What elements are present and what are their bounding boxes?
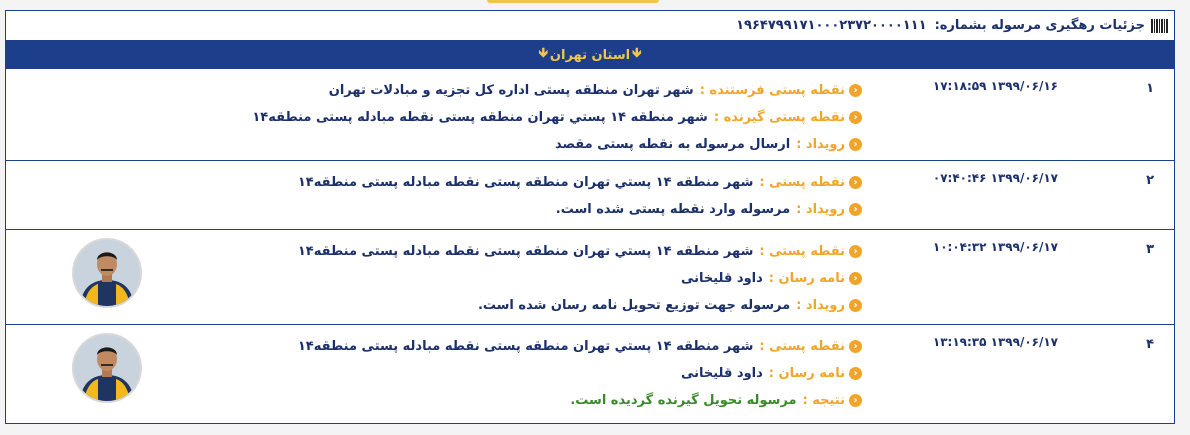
event-line-value: مرسوله وارد نقطه پستی شده است.	[555, 202, 791, 217]
event-line-value: شهر منطقه ۱۴ پستي تهران منطقه پستی نقطه مبادله پستی منطقه۱۴	[297, 244, 754, 259]
event-line-value: شهر تهران منطقه پستی اداره کل تجزیه و مبادلات تهران	[328, 83, 694, 98]
arrow-left-circle-icon: ‹	[849, 203, 862, 216]
event-index: ۳	[1146, 242, 1154, 257]
arrow-left-circle-icon: ‹	[849, 111, 862, 124]
tracking-header	[6, 11, 1174, 41]
event-line-value: شهر منطقه ۱۴ پستي تهران منطقه پستی نقطه مبادله پستی منطقه۱۴	[297, 175, 754, 190]
event-line	[298, 360, 862, 387]
event-result-value: مرسوله تحویل گیرنده گردیده است.	[570, 393, 797, 408]
arrow-left-circle-icon: ‹	[849, 84, 862, 97]
postman-photo	[74, 335, 140, 401]
arrow-left-circle-icon: ‹	[849, 367, 862, 380]
event-line	[252, 104, 862, 131]
event-row	[6, 161, 1174, 230]
top-tab-strip	[487, 0, 659, 3]
postman-avatar	[72, 238, 142, 308]
event-line-value: داود قلیخانی	[680, 271, 763, 286]
event-datetime: ۱۳۹۹/۰۶/۱۷ ۰۷:۴۰:۴۶	[932, 171, 1058, 185]
event-line-value: شهر منطقه ۱۴ پستي تهران منطقه پستی نقطه مبادله پستی منطقه۱۴	[297, 339, 754, 354]
event-line-label: رویداد :	[796, 202, 845, 217]
event-row	[6, 69, 1174, 161]
tracking-title: جزئیات رهگیری مرسوله بشماره:	[934, 18, 1145, 33]
arrow-left-circle-icon: ‹	[849, 245, 862, 258]
event-datetime: ۱۳۹۹/۰۶/۱۶ ۱۷:۱۸:۵۹	[932, 79, 1058, 93]
event-line-label: نقطه پستی فرستنده :	[699, 83, 845, 98]
event-line-value: مرسوله جهت توزیع تحویل نامه رسان شده است.	[477, 298, 791, 313]
event-line	[298, 265, 862, 292]
postman-avatar	[72, 333, 142, 403]
event-line-label: نامه رسان :	[768, 366, 845, 381]
event-index: ۴	[1146, 337, 1154, 352]
event-datetime: ۱۳۹۹/۰۶/۱۷ ۱۳:۱۹:۳۵	[932, 335, 1058, 349]
event-line	[298, 387, 862, 414]
event-datetime: ۱۳۹۹/۰۶/۱۷ ۱۰:۰۴:۳۲	[932, 240, 1058, 254]
event-line-label: رویداد :	[796, 137, 845, 152]
arrow-down-icon: 🡻	[632, 46, 642, 61]
event-line-label: نقطه پستی :	[759, 339, 845, 354]
postman-photo	[74, 240, 140, 306]
event-line-label: نقطه پستی گیرنده :	[713, 110, 845, 125]
event-line-label: رویداد :	[796, 298, 845, 313]
arrow-left-circle-icon: ‹	[849, 272, 862, 285]
event-line-label: نقطه پستی :	[759, 175, 845, 190]
arrow-left-circle-icon: ‹	[849, 176, 862, 189]
event-index: ۱	[1146, 81, 1154, 96]
event-line-value: داود قلیخانی	[680, 366, 763, 381]
arrow-down-icon: 🡻	[538, 46, 548, 61]
event-row	[6, 230, 1174, 325]
event-line	[298, 196, 862, 223]
event-line-label: نقطه پستی :	[759, 244, 845, 259]
event-line-value: شهر منطقه ۱۴ پستي تهران منطقه پستی نقطه مبادله پستی منطقه۱۴	[252, 110, 708, 125]
barcode-icon	[1151, 19, 1168, 33]
event-line-value: ارسال مرسوله به نقطه پستی مقصد	[554, 137, 791, 152]
tracking-panel	[5, 10, 1175, 424]
event-line-label: نامه رسان :	[768, 271, 845, 286]
event-line	[298, 333, 862, 360]
province-bar	[6, 41, 1174, 69]
event-row	[6, 325, 1174, 423]
province-label: استان تهران	[549, 47, 631, 63]
event-line	[298, 238, 862, 265]
arrow-left-circle-icon: ‹	[849, 394, 862, 407]
event-line	[252, 131, 862, 158]
event-index: ۲	[1146, 173, 1154, 188]
event-line	[298, 169, 862, 196]
event-line	[298, 292, 862, 319]
arrow-left-circle-icon: ‹	[849, 138, 862, 151]
event-line-label: نتیجه :	[802, 393, 845, 408]
event-line	[252, 77, 862, 104]
tracking-number: ۱۹۶۴۷۹۹۱۷۱۰۰۰۲۳۷۲۰۰۰۰۱۱۱	[736, 18, 927, 33]
arrow-left-circle-icon: ‹	[849, 299, 862, 312]
arrow-left-circle-icon: ‹	[849, 340, 862, 353]
